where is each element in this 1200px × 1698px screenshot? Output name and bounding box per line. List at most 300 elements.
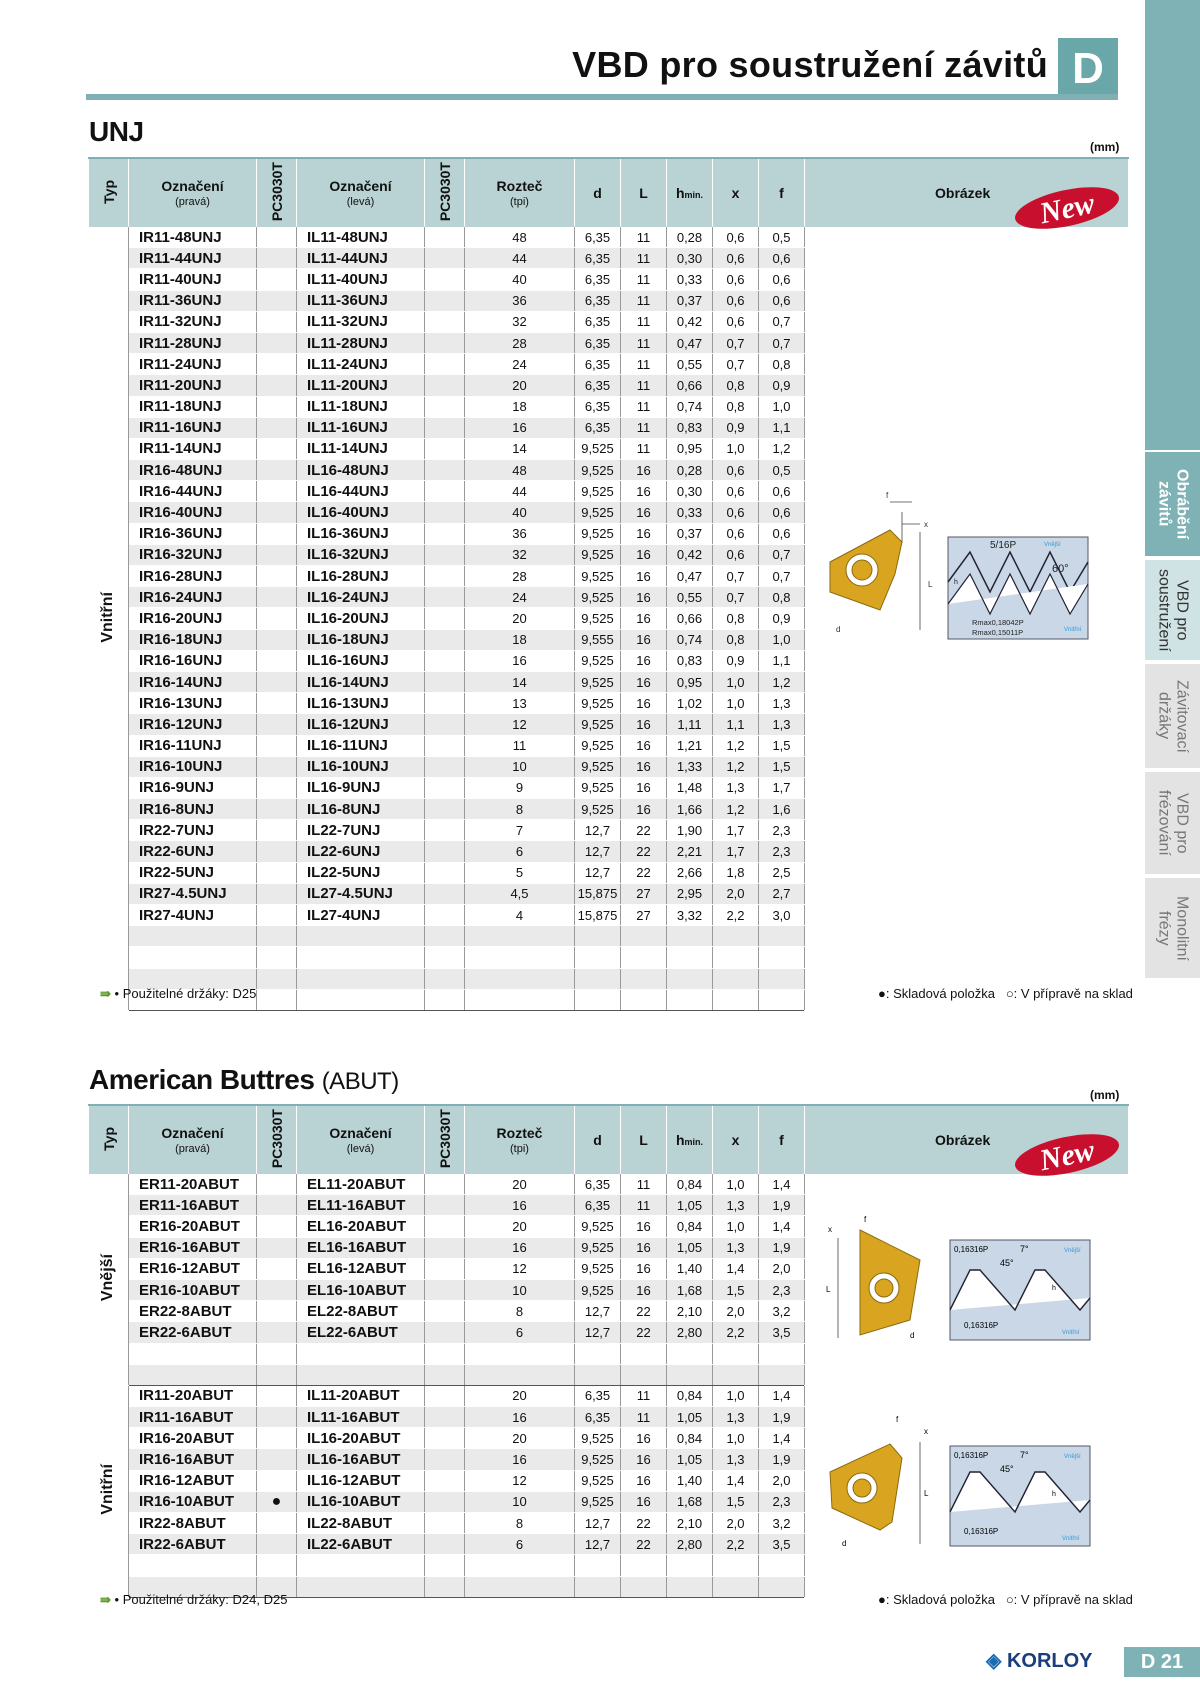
grade-mark-right [257,799,297,820]
dim-f: 1,2 [759,438,805,459]
dim-d: 6,35 [575,248,621,269]
empty-cell [621,947,667,968]
svg-text:x: x [828,1225,832,1234]
code-left: IL16-13UNJ [297,693,425,714]
empty-cell [129,1343,257,1364]
dim-l: 11 [621,269,667,290]
dim-d: 15,875 [575,905,621,926]
dim-f: 0,7 [759,332,805,353]
grade-mark-right [257,523,297,544]
dim-h: 0,28 [667,460,713,481]
empty-cell [257,1555,297,1576]
grade-mark-right [257,1174,297,1195]
dim-d: 9,555 [575,629,621,650]
dim-d: 6,35 [575,1385,621,1406]
dim-f: 0,7 [759,311,805,332]
code-right: ER22-6ABUT [129,1322,257,1343]
empty-cell [713,1364,759,1385]
pitch: 13 [465,693,575,714]
dim-h: 0,33 [667,269,713,290]
code-right: IR16-8UNJ [129,799,257,820]
side-tab-vbd-soustruzeni[interactable]: VBD pro soustružení [1145,560,1200,660]
code-left: EL16-10ABUT [297,1279,425,1300]
empty-cell [713,1576,759,1597]
code-left: IL16-8UNJ [297,799,425,820]
code-left: IL22-6UNJ [297,841,425,862]
dim-h: 0,33 [667,502,713,523]
empty-cell [297,989,425,1010]
dim-h: 0,55 [667,354,713,375]
dim-x: 1,2 [713,756,759,777]
code-left: EL16-16ABUT [297,1237,425,1258]
grade-mark-left [425,629,465,650]
col-oznaceni-leva: Označení (levá) [297,1105,425,1174]
grade-mark-right [257,269,297,290]
dim-l: 16 [621,629,667,650]
code-right: IR11-40UNJ [129,269,257,290]
empty-cell [297,968,425,989]
grade-mark-left [425,396,465,417]
grade-mark-left [425,1301,465,1322]
grade-mark-left [425,566,465,587]
grade-mark-right [257,650,297,671]
dim-x: 0,7 [713,587,759,608]
dim-h: 0,84 [667,1385,713,1406]
grade-mark-left [425,671,465,692]
side-tab-vbd-frezovani[interactable]: VBD pro frézování [1145,772,1200,874]
dim-x: 1,8 [713,862,759,883]
dim-l: 22 [621,862,667,883]
dim-l: 11 [621,248,667,269]
code-right: IR16-10UNJ [129,756,257,777]
grade-mark-left [425,777,465,798]
side-tab-monolitni-frezy[interactable]: Monolitní frézy [1145,878,1200,978]
type-group-label: Vnitřní [89,1385,129,1597]
dim-h: 1,05 [667,1449,713,1470]
dim-f: 1,5 [759,756,805,777]
empty-cell [575,1576,621,1597]
code-left: IL16-20ABUT [297,1428,425,1449]
dim-l: 11 [621,1407,667,1428]
pitch: 12 [465,1470,575,1491]
dim-h: 2,80 [667,1322,713,1343]
col-h: hmin. [667,1105,713,1174]
dim-l: 11 [621,396,667,417]
dim-l: 11 [621,1174,667,1195]
dim-x: 1,0 [713,693,759,714]
dim-l: 11 [621,332,667,353]
dim-d: 9,525 [575,756,621,777]
dim-d: 6,35 [575,1174,621,1195]
code-left: IL11-28UNJ [297,332,425,353]
side-tab-zavitovaci-drzaky[interactable]: Závitovací držáky [1145,664,1200,768]
code-left: IL11-40UNJ [297,269,425,290]
code-right: IR16-40UNJ [129,502,257,523]
empty-cell [713,1555,759,1576]
dim-d: 9,525 [575,544,621,565]
dim-l: 22 [621,1322,667,1343]
code-right: IR16-11UNJ [129,735,257,756]
dim-x: 0,6 [713,311,759,332]
dim-f: 1,0 [759,396,805,417]
grade-mark-left [425,1195,465,1216]
grade-mark-left [425,756,465,777]
dim-d: 9,525 [575,735,621,756]
pitch: 36 [465,290,575,311]
dim-l: 27 [621,883,667,904]
pitch: 11 [465,735,575,756]
pitch: 20 [465,608,575,629]
dim-x: 0,6 [713,227,759,248]
col-l: L [621,158,667,227]
dim-h: 0,83 [667,650,713,671]
dim-x: 2,0 [713,883,759,904]
empty-cell [257,926,297,947]
svg-text:f: f [864,1215,867,1224]
dim-h: 0,95 [667,438,713,459]
dim-l: 16 [621,1491,667,1512]
dim-x: 1,5 [713,1279,759,1300]
dim-h: 0,55 [667,587,713,608]
pitch: 24 [465,354,575,375]
dim-h: 1,90 [667,820,713,841]
empty-cell [297,926,425,947]
grade-mark-right [257,1258,297,1279]
dim-l: 16 [621,1216,667,1237]
svg-text:7°: 7° [1020,1450,1029,1460]
svg-text:0,16316P: 0,16316P [954,1451,989,1460]
code-right: IR22-8ABUT [129,1513,257,1534]
empty-cell [667,1576,713,1597]
dim-x: 0,8 [713,375,759,396]
dim-h: 0,47 [667,566,713,587]
dim-h: 0,37 [667,290,713,311]
grade-mark-left [425,820,465,841]
pitch: 6 [465,1322,575,1343]
grade-mark-left [425,248,465,269]
pitch: 10 [465,1279,575,1300]
dim-l: 11 [621,311,667,332]
pitch: 20 [465,375,575,396]
dim-h: 2,66 [667,862,713,883]
dim-d: 6,35 [575,1195,621,1216]
code-right: IR16-14UNJ [129,671,257,692]
grade-mark-right [257,820,297,841]
empty-cell [713,968,759,989]
code-right: IR16-13UNJ [129,693,257,714]
dim-h: 0,74 [667,396,713,417]
col-oznaceni-leva: Označení (levá) [297,158,425,227]
empty-cell [129,926,257,947]
svg-text:7°: 7° [1020,1244,1029,1254]
pitch: 44 [465,248,575,269]
code-left: IL16-44UNJ [297,481,425,502]
dim-x: 1,0 [713,671,759,692]
side-tab-obrabeni-zavitu[interactable]: Obrábění závitů [1145,452,1200,556]
code-right: IR16-12ABUT [129,1470,257,1491]
dim-h: 2,95 [667,883,713,904]
dim-l: 11 [621,354,667,375]
grade-mark-right [257,396,297,417]
abut-ext-diagram [820,1210,1100,1350]
dim-d: 9,525 [575,460,621,481]
col-d: d [575,1105,621,1174]
dim-f: 3,2 [759,1301,805,1322]
dim-f: 0,7 [759,566,805,587]
dim-l: 16 [621,544,667,565]
dim-f: 2,3 [759,841,805,862]
dim-x: 1,3 [713,1449,759,1470]
chapter-letter: D [1058,38,1118,100]
svg-text:f: f [896,1415,899,1424]
dim-x: 2,0 [713,1301,759,1322]
code-right: IR16-18UNJ [129,629,257,650]
svg-text:d: d [910,1331,915,1340]
dim-x: 0,6 [713,460,759,481]
dim-d: 9,525 [575,693,621,714]
dim-l: 22 [621,1513,667,1534]
dim-x: 0,6 [713,290,759,311]
grade-mark-right [257,502,297,523]
svg-text:Vnější: Vnější [1064,1454,1081,1460]
dim-f: 1,3 [759,693,805,714]
dim-x: 1,7 [713,820,759,841]
svg-text:0,16316P: 0,16316P [964,1321,999,1330]
col-roztec: Rozteč (tpi) [465,1105,575,1174]
grade-mark-left [425,438,465,459]
dim-l: 16 [621,566,667,587]
svg-text:Vnitřní: Vnitřní [1062,1330,1080,1336]
dim-l: 11 [621,375,667,396]
grade-mark-right [257,438,297,459]
empty-cell [667,1555,713,1576]
code-left: IL16-12UNJ [297,714,425,735]
code-left: EL16-20ABUT [297,1216,425,1237]
pitch: 6 [465,1534,575,1555]
empty-cell [257,1364,297,1385]
grade-mark-left [425,1513,465,1534]
pitch: 18 [465,396,575,417]
grade-mark-left [425,1174,465,1195]
code-left: IL11-48UNJ [297,227,425,248]
grade-mark-left [425,1385,465,1406]
grade-mark-left [425,1237,465,1258]
col-grade-right: PC3030T [257,158,297,227]
dim-x: 0,8 [713,629,759,650]
svg-text:45°: 45° [1000,1258,1014,1268]
dim-l: 16 [621,756,667,777]
dim-x: 0,8 [713,396,759,417]
dim-l: 16 [621,1237,667,1258]
dim-f: 0,9 [759,375,805,396]
dim-x: 0,7 [713,566,759,587]
grade-mark-right [257,417,297,438]
dim-x: 1,0 [713,1216,759,1237]
empty-cell [465,926,575,947]
dim-l: 22 [621,820,667,841]
empty-cell [297,1555,425,1576]
dim-h: 0,42 [667,544,713,565]
dim-d: 9,525 [575,608,621,629]
code-right: ER16-10ABUT [129,1279,257,1300]
section-title-abut: American Buttres (ABUT) [89,1064,399,1095]
grade-mark-right [257,905,297,926]
empty-cell [575,1555,621,1576]
grade-mark-right [257,1301,297,1322]
grade-mark-left [425,375,465,396]
empty-cell [667,968,713,989]
col-obrazek: Obrázek [805,158,1129,227]
type-group-label: Vnější [89,1174,129,1385]
grade-mark-left [425,883,465,904]
code-left: IL27-4UNJ [297,905,425,926]
svg-text:x: x [924,520,928,529]
dim-x: 1,3 [713,1195,759,1216]
grade-mark-right [257,629,297,650]
svg-text:45°: 45° [1000,1464,1014,1474]
dim-f: 0,7 [759,544,805,565]
pitch: 5 [465,862,575,883]
code-left: IL16-32UNJ [297,544,425,565]
grade-mark-right [257,777,297,798]
code-right: IR16-24UNJ [129,587,257,608]
code-right: IR11-24UNJ [129,354,257,375]
empty-cell [713,989,759,1010]
col-obrazek: Obrázek [805,1105,1129,1174]
code-left: IL22-7UNJ [297,820,425,841]
dim-h: 1,68 [667,1279,713,1300]
empty-cell [257,947,297,968]
code-left: IL11-20UNJ [297,375,425,396]
grade-mark-right [257,290,297,311]
svg-text:Vnitřní: Vnitřní [1064,627,1082,633]
dim-h: 1,40 [667,1258,713,1279]
code-right: ER22-8ABUT [129,1301,257,1322]
code-right: IR16-48UNJ [129,460,257,481]
empty-cell [759,968,805,989]
grade-mark-left [425,1428,465,1449]
new-badge [1012,186,1122,230]
grade-mark-right [257,1428,297,1449]
code-left: EL22-8ABUT [297,1301,425,1322]
empty-cell [575,926,621,947]
svg-text:d: d [842,1539,847,1548]
legend-abut: ●: Skladová položka ○: V přípravě na sklad [878,1592,1133,1607]
svg-text:5/16P: 5/16P [990,540,1017,551]
grade-mark-left [425,587,465,608]
svg-text:Vnější: Vnější [1044,542,1061,548]
grade-mark-left [425,1279,465,1300]
code-left: IL11-24UNJ [297,354,425,375]
empty-cell [465,989,575,1010]
dim-x: 1,2 [713,799,759,820]
grade-mark-right [257,1216,297,1237]
grade-mark-right [257,756,297,777]
empty-cell [297,947,425,968]
svg-text:0,16316P: 0,16316P [954,1245,989,1254]
empty-cell [621,1555,667,1576]
grade-mark-right [257,481,297,502]
dim-l: 16 [621,460,667,481]
col-l: L [621,1105,667,1174]
dim-d: 6,35 [575,417,621,438]
unj-diagram [820,492,1090,642]
dim-d: 12,7 [575,1513,621,1534]
pitch: 12 [465,1258,575,1279]
table-row [89,227,1129,248]
dim-l: 11 [621,438,667,459]
brand-logo: ◈ KORLOY [986,1650,1093,1672]
code-right: IR16-16UNJ [129,650,257,671]
empty-cell [425,947,465,968]
code-right: ER16-12ABUT [129,1258,257,1279]
dim-l: 11 [621,227,667,248]
code-left: IL11-20ABUT [297,1385,425,1406]
grade-mark-left [425,502,465,523]
svg-text:Rmax0,15011P: Rmax0,15011P [972,628,1024,637]
empty-cell [129,1555,257,1576]
dim-h: 1,02 [667,693,713,714]
empty-cell [425,968,465,989]
pitch: 16 [465,1449,575,1470]
code-left: EL11-16ABUT [297,1195,425,1216]
grade-mark-right [257,375,297,396]
dim-f: 3,5 [759,1534,805,1555]
col-grade-left: PC3030T [425,1105,465,1174]
pitch: 24 [465,587,575,608]
code-right: IR16-20ABUT [129,1428,257,1449]
code-left: IL16-10UNJ [297,756,425,777]
grade-mark-right: ● [257,1491,297,1512]
code-right: IR16-9UNJ [129,777,257,798]
col-x: x [713,1105,759,1174]
grade-mark-left [425,1258,465,1279]
dim-f: 0,5 [759,460,805,481]
pitch: 8 [465,1301,575,1322]
pitch: 36 [465,523,575,544]
grade-mark-left [425,269,465,290]
dim-h: 1,33 [667,756,713,777]
empty-cell [297,1343,425,1364]
dim-l: 16 [621,1258,667,1279]
dim-f: 0,8 [759,354,805,375]
empty-cell [621,1364,667,1385]
code-right: IR11-20UNJ [129,375,257,396]
empty-cell [257,1343,297,1364]
units-label: (mm) [1090,140,1120,154]
dim-f: 0,6 [759,481,805,502]
empty-cell [667,947,713,968]
svg-text:Rmax0,18042P: Rmax0,18042P [972,618,1024,627]
dim-f: 2,3 [759,1279,805,1300]
empty-cell [575,968,621,989]
dim-f: 1,1 [759,650,805,671]
dim-d: 9,525 [575,1279,621,1300]
code-right: ER11-20ABUT [129,1174,257,1195]
dim-d: 9,525 [575,1449,621,1470]
dim-d: 9,525 [575,523,621,544]
code-left: IL16-28UNJ [297,566,425,587]
svg-text:h: h [1052,1285,1056,1292]
empty-cell [129,1364,257,1385]
code-left: IL16-16ABUT [297,1449,425,1470]
dim-d: 9,525 [575,1237,621,1258]
empty-cell [667,1364,713,1385]
code-left: IL16-36UNJ [297,523,425,544]
pitch: 48 [465,227,575,248]
dim-f: 2,7 [759,883,805,904]
dim-f: 3,0 [759,905,805,926]
